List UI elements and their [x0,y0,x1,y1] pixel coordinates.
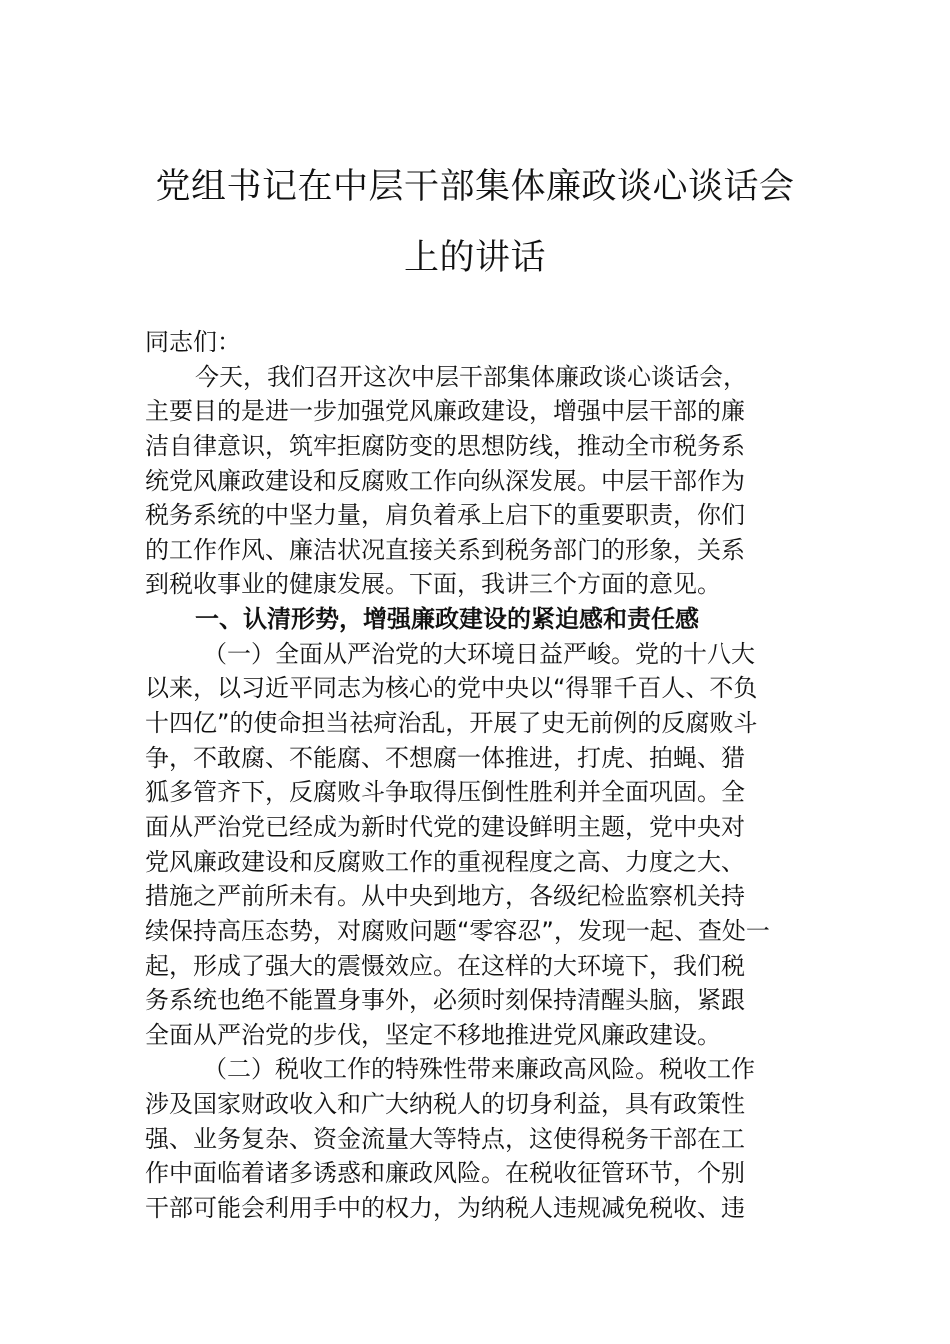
paragraph-line: 起，形成了强大的震慑效应。在这样的大环境下，我们税 [145,951,745,980]
subsection-line: （一）全面从严治党的大环境日益严峻。党的十八大 [203,639,755,668]
paragraph-line: 今天，我们召开这次中层干部集体廉政谈心谈话会， [195,362,747,391]
paragraph-line: 到税收事业的健康发展。下面，我讲三个方面的意见。 [145,570,721,599]
paragraph-line: 作中面临着诸多诱惑和廉政风险。在税收征管环节，个别 [145,1159,745,1188]
paragraph-line: 涉及国家财政收入和广大纳税人的切身利益，具有政策性 [145,1090,745,1119]
document-title-line-2: 上的讲话 [403,238,546,278]
section-heading: 一、认清形势，增强廉政建设的紧迫感和责任感 [195,605,699,634]
paragraph-line: 续保持高压态势，对腐败问题“零容忍”，发现一起、查处一 [145,916,770,945]
paragraph-line: 务系统也绝不能置身事外，必须时刻保持清醒头脑，紧跟 [145,986,745,1015]
document-body [145,325,815,1226]
paragraph-line: 措施之严前所未有。从中央到地方，各级纪检监察机关持 [145,882,745,911]
paragraph-line: 狐多管齐下，反腐败斗争取得压倒性胜利并全面巩固。全 [145,778,745,807]
document-title-line-1: 党组书记在中层干部集体廉政谈心谈话会 [155,167,795,207]
salutation: 同志们： [145,328,241,356]
paragraph-line: 以来，以习近平同志为核心的党中央以“得罪千百人、不负 [145,674,758,703]
paragraph-line: 强、业务复杂、资金流量大等特点，这使得税务干部在工 [145,1124,745,1153]
paragraph-line: 争，不敢腐、不能腐、不想腐一体推进，打虎、拍蝇、猎 [145,743,745,772]
paragraph-line: 全面从严治党的步伐，坚定不移地推进党风廉政建设。 [145,1020,721,1049]
paragraph-line: 统党风廉政建设和反腐败工作向纵深发展。中层干部作为 [145,466,745,495]
paragraph-line: 面从严治党已经成为新时代党的建设鲜明主题，党中央对 [145,812,745,841]
paragraph-line: 十四亿”的使命担当祛疴治乱，开展了史无前例的反腐败斗 [145,709,758,738]
paragraph-line: 税务系统的中坚力量，肩负着承上启下的重要职责，你们 [145,501,745,530]
paragraph-line: 干部可能会利用手中的权力，为纳税人违规减免税收、违 [145,1194,745,1223]
subsection-line: （二）税收工作的特殊性带来廉政高风险。税收工作 [203,1055,755,1084]
paragraph-line: 主要目的是进一步加强党风廉政建设，增强中层干部的廉 [145,397,745,426]
paragraph-line: 党风廉政建设和反腐败工作的重视程度之高、力度之大、 [145,847,745,876]
paragraph-line: 洁自律意识，筑牢拒腐防变的思想防线，推动全市税务系 [145,431,745,460]
paragraph-line: 的工作作风、廉洁状况直接关系到税务部门的形象，关系 [145,535,745,564]
